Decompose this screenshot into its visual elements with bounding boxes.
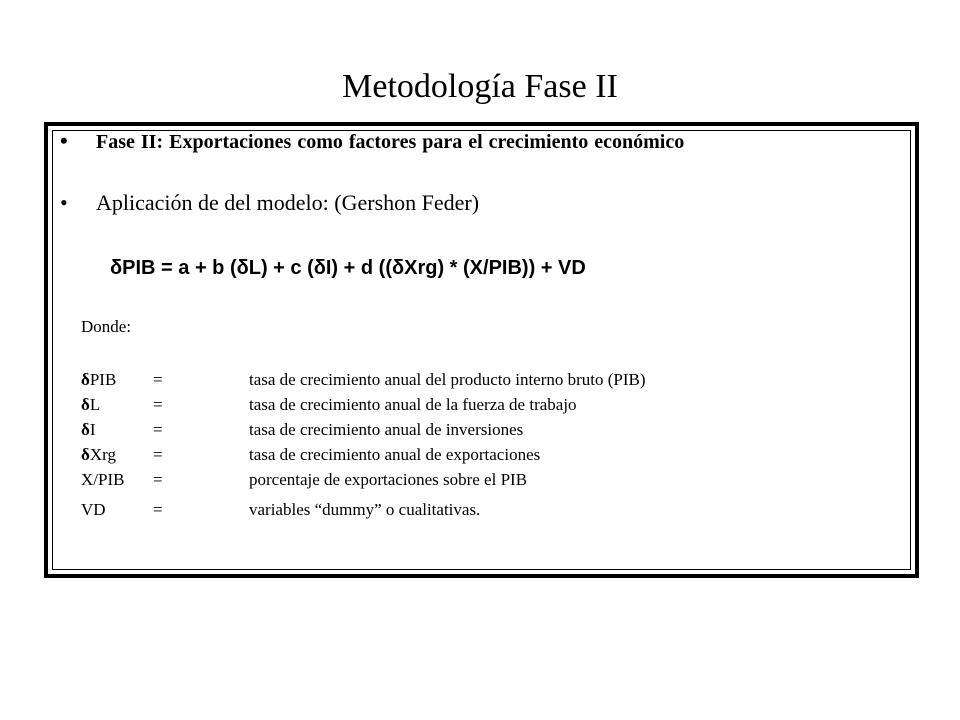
definition-row [81, 370, 646, 395]
definition-symbol: δPIB [81, 370, 117, 389]
bullet-marker: • [60, 190, 68, 215]
definition-symbol: δI [81, 420, 96, 439]
bullet-text-modelo: Aplicación de del modelo: (Gershon Feder) [96, 190, 480, 215]
definition-row [81, 395, 646, 420]
definition-description: tasa de crecimiento anual del producto interno bruto (PIB) [249, 370, 646, 389]
definition-symbol: δXrg [81, 445, 116, 464]
definition-description: tasa de crecimiento anual de inversiones [249, 420, 524, 439]
definitions-list [81, 370, 646, 525]
bullet-text-fase: Fase II: Exportaciones como factores para el crecimiento económico [96, 131, 685, 153]
definition-symbol: X/PIB [81, 470, 125, 489]
bullet-marker: • [60, 128, 68, 153]
bullet-item-modelo [60, 190, 479, 216]
definition-equals: = [153, 470, 163, 489]
definition-description: tasa de crecimiento anual de la fuerza de trabajo [249, 395, 577, 414]
bullet-item-fase [60, 128, 684, 154]
definition-row [81, 445, 646, 470]
slide-title: Metodología Fase II [342, 68, 618, 105]
definition-row [81, 500, 646, 525]
definition-equals: = [153, 500, 163, 519]
definition-row [81, 470, 646, 495]
donde-label: Donde: [81, 317, 132, 336]
model-formula: δPIB = a + b (δL) + c (δI) + d ((δXrg) * (X/PIB)) + VD [110, 257, 586, 279]
definition-symbol: VD [81, 500, 106, 519]
definition-description: porcentaje de exportaciones sobre el PIB [249, 470, 528, 489]
definition-description: tasa de crecimiento anual de exportaciones [249, 445, 541, 464]
definition-equals: = [153, 420, 163, 439]
definition-description: variables “dummy” o cualitativas. [249, 500, 481, 519]
definition-equals: = [153, 395, 163, 414]
definition-symbol: δL [81, 395, 101, 414]
definition-row [81, 420, 646, 445]
definition-equals: = [153, 370, 163, 389]
definition-equals: = [153, 445, 163, 464]
